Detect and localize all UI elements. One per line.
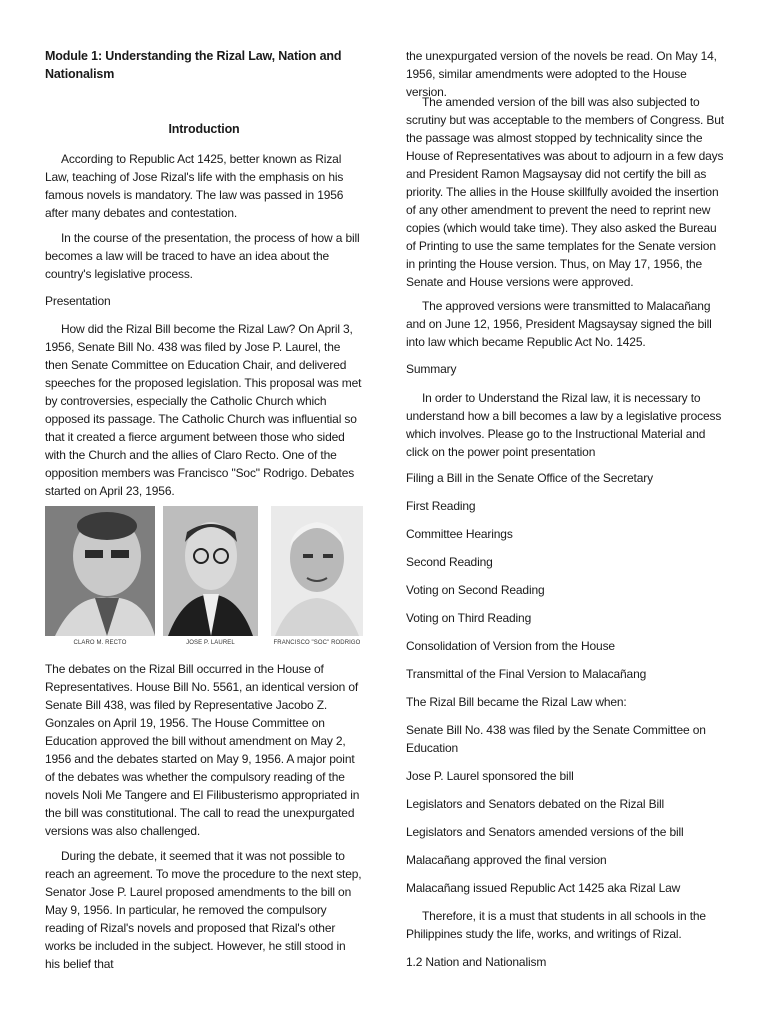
module-title: Module 1: Understanding the Rizal Law, Nation and Nationalism: [45, 49, 342, 81]
presentation-heading: Presentation: [45, 294, 111, 308]
when-item: Malacañang issued Republic Act 1425 aka Rizal Law: [406, 881, 681, 895]
debate-amendment-paragraph: During the debate, it seemed that it was not possible to reach an agreement. To move the procedure to the next step, Senator Jose P. Laurel proposed amendments to the bill on May 9, 1956. In particular, he removed the compulsory reading of Rizal's novels and proposed that Rizal's other works be included in the subject. However, he still stood in his belief that: [45, 849, 362, 971]
step-item: Voting on Third Reading: [406, 611, 532, 625]
introduction-heading: Introduction: [168, 122, 240, 136]
when-item: Senate Bill No. 438 was filed by the Senate Committee on Education: [406, 723, 706, 755]
step-item: First Reading: [406, 499, 476, 513]
claro-recto-photo: [45, 506, 155, 636]
became-law-heading: The Rizal Bill became the Rizal Law when:: [406, 695, 627, 709]
presentation-paragraph: How did the Rizal Bill become the Rizal Law? On April 3, 1956, Senate Bill No. 438 was filed by Jose P. Laurel, the then Senate Committee on Education Chair, and delivered speeches for the proposed legislation. This proposal was met by controversies, especially the Catholic Church which opposed its passage. The Catholic Church was influential so that it created a fierce argument between those who sided with the Church and the allies of Claro Recto. One of the opposition members was Francisco "Soc" Rodrigo. Debates started on April 23, 1956.: [45, 322, 362, 498]
intro-paragraph-1: According to Republic Act 1425, better known as Rizal Law, teaching of Jose Rizal's life with the emphasis on his famous novels is mandatory. The law was passed in 1956 after many debates and contestation.: [45, 152, 344, 220]
when-item: Legislators and Senators debated on the Rizal Bill: [406, 797, 665, 811]
approved-paragraph: The approved versions were transmitted to Malacañang and on June 12, 1956, President Magsaysay signed the bill into law which became Republic Act No. 1425.: [406, 299, 712, 349]
therefore-paragraph: Therefore, it is a must that students in all schools in the Philippines study the life, works, and writings of Rizal.: [406, 909, 706, 941]
summary-heading: Summary: [406, 362, 457, 376]
step-item: Consolidation of Version from the House: [406, 639, 615, 653]
step-item: Second Reading: [406, 555, 493, 569]
photo-caption-recto: CLARO M. RECTO: [73, 640, 127, 646]
when-item: Jose P. Laurel sponsored the bill: [406, 769, 574, 783]
continued-paragraph: the unexpurgated version of the novels be read. On May 14, 1956, similar amendments were adopted to the House version.: [406, 49, 717, 99]
section-heading: 1.2 Nation and Nationalism: [406, 955, 547, 969]
step-item: Voting on Second Reading: [406, 583, 545, 597]
soc-rodrigo-photo: [271, 506, 363, 636]
photo-caption-laurel: JOSE P. LAUREL: [186, 640, 235, 646]
when-item: Legislators and Senators amended versions of the bill: [406, 825, 684, 839]
photo-strip: [45, 506, 363, 652]
photo-caption-rodrigo: FRANCISCO "SOC" RODRIGO: [273, 640, 361, 646]
debates-paragraph: The debates on the Rizal Bill occurred in the House of Representatives. House Bill No. 5561, an identical version of Senate Bill 438, was filed by Representative Jacobo Z. Gonzales on April 19, 1956. The House Committee on Education approved the bill without amendment on May 2, 1956 and the debates started on May 9, 1956. A major point of the debates was whether the compulsory reading of the novels Noli Me Tangere and El Filibusterismo appropriated in the bill was constitutional. The call to read the unexpurgated versions was also challenged.: [45, 662, 360, 838]
step-item: Transmittal of the Final Version to Malacañang: [406, 667, 647, 681]
summary-paragraph: In order to Understand the Rizal law, it is necessary to understand how a bill becomes a law by a legislative process which involves. Please go to the Instructional Material and click on the power point presentation: [406, 391, 722, 459]
jose-laurel-photo: [163, 506, 258, 636]
step-item: Committee Hearings: [406, 527, 513, 541]
when-item: Malacañang approved the final version: [406, 853, 607, 867]
intro-paragraph-2: In the course of the presentation, the process of how a bill becomes a law will be traced to have an idea about the country's legislative process.: [45, 231, 360, 281]
amended-paragraph: The amended version of the bill was also subjected to scrutiny but was acceptable to the members of Congress. But the passage was almost stopped by technicality since the House of Representatives was about to adjourn in a few days and President Ramon Magsaysay did not certify the bill as priority. The allies in the House skillfully avoided the insertion of any other amendment to prevent the need to reprint new copies (which would take time). They also asked the Bureau of Printing to use the same templates for the Senate version in printing the House version. Thus, on May 17, 1956, the Senate and House versions were approved.: [406, 95, 724, 289]
step-item: Filing a Bill in the Senate Office of the Secretary: [406, 471, 653, 485]
